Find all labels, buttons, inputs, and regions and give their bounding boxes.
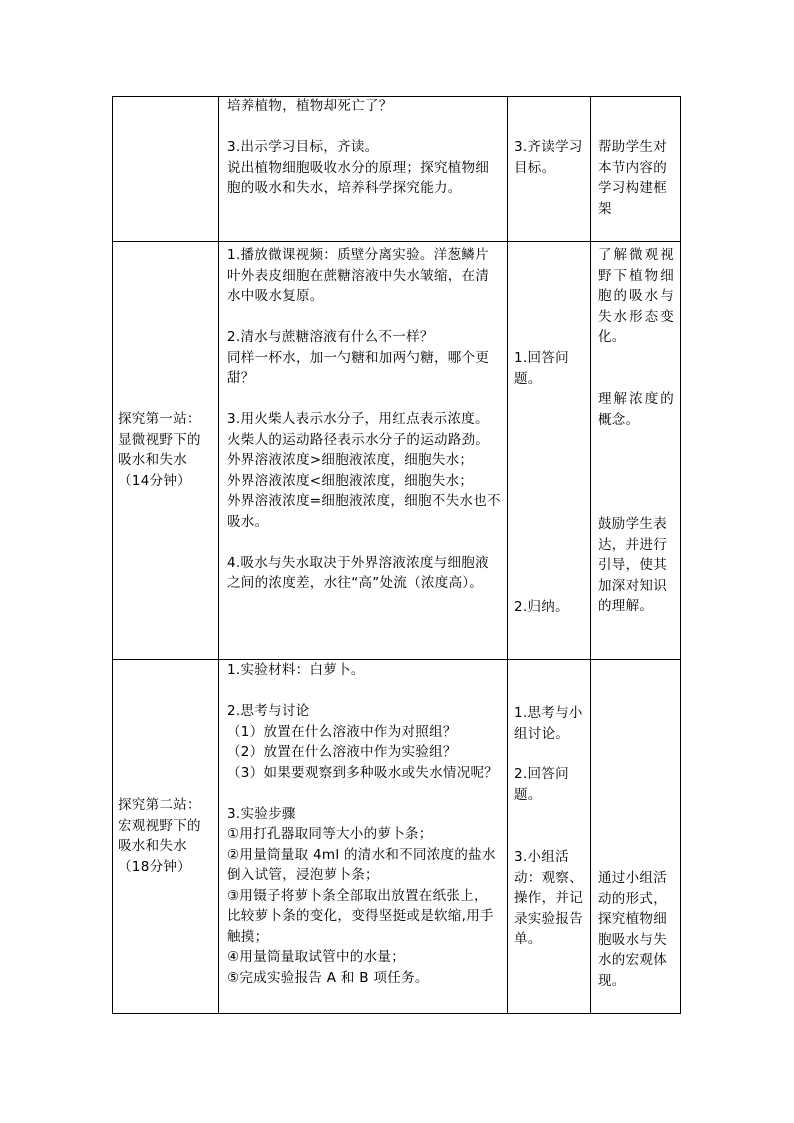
row1-activity-text: 3.出示学习目标，齐读。: [227, 139, 379, 155]
row2-activity-text: 4.吸水与失水取决于外界溶液浓度与细胞液之间的浓度差，水往“高”处流（浓度高）。: [227, 554, 489, 591]
row3-student-text: 1.思考与小组讨论。: [514, 705, 583, 742]
row2-intent-text: 了解微观视野下植物细胞的吸水与失水形态变化。: [598, 247, 674, 345]
row3-activity-text: 2.思考与讨论: [227, 703, 310, 719]
row3-activity-text: （3）如果要观察到多种吸水或失水情况呢？: [227, 764, 499, 781]
row3-activity-text: （1）放置在什么溶液中作为对照组？: [227, 723, 457, 740]
row3-activity-text: ②用量筒量取 4ml 的清水和不同浓度的盐水倒入试管，浸泡萝卜条；: [227, 846, 496, 883]
row3-activities-cell: [227, 660, 501, 988]
table-border-bottom: [112, 1013, 681, 1014]
row3-activity-text: ④用量筒量取试管中的水量；: [227, 949, 406, 965]
row1-activity-text: 培养植物，植物却死亡了？: [227, 98, 393, 114]
row3-activity-text: 1.实验材料：白萝卜。: [227, 662, 365, 678]
row3-activity-text: （2）放置在什么溶液中作为实验组？: [227, 744, 457, 760]
row2-intent-text: 鼓励学生表达，并进行引导，使其加深对知识的理解。: [598, 516, 667, 614]
row2-activity-text: 外界溶液浓度=细胞液浓度，细胞不失水也不吸水。: [227, 493, 501, 530]
row2-intent-text: 理解浓度的概念。: [598, 391, 674, 428]
row2-activity-text: 外界溶液浓度<细胞液浓度，细胞失水；: [227, 472, 474, 489]
row3-student-cell-3: [514, 847, 584, 950]
row2-student-text: 2.归纳。: [514, 599, 569, 615]
row3-activity-text: ③用镊子将萝卜条全部取出放置在纸张上，比较萝卜条的变化，变得坚挺或是软缩,用手触摸；: [227, 887, 494, 945]
row2-student-cell-2: [514, 597, 584, 618]
column-divider-3: [590, 96, 591, 1014]
row2-activities-cell: [227, 245, 501, 594]
row1-intent-cell: [598, 137, 670, 219]
column-divider-1: [218, 96, 219, 1014]
row3-stage-cell: [118, 660, 214, 1012]
column-divider-2: [507, 96, 508, 1014]
table-border-right: [680, 96, 681, 1014]
row1-activities-cell: [227, 96, 501, 199]
row3-student-cell-2: [514, 764, 584, 805]
row2-activity-text: 1.播放微课视频：质壁分离实验。洋葱鳞片叶外表皮细胞在蔗糖溶液中失水皱缩，在清水中吸水复原。: [227, 247, 490, 304]
row3-activity-text: 3.实验步骤: [227, 805, 296, 822]
row3-stage-text: 探究第二站：宏观视野下的吸水和失水（18分钟）: [118, 797, 201, 875]
row1-activity-text: 说出植物细胞吸收水分的原理；探究植物细胞的吸水和失水，培养科学探究能力。: [227, 159, 490, 196]
row2-intent-cell-2: [598, 389, 674, 430]
row1-student-text: 3.齐读学习目标。: [514, 139, 583, 176]
row2-activity-text: 同样一杯水，加一勺糖和加两勺糖，哪个更甜？: [227, 349, 490, 386]
row3-activity-text: ⑤完成实验报告 A 和 B 项任务。: [227, 969, 429, 986]
row2-intent-cell-1: [598, 245, 674, 348]
row1-intent-text: 帮助学生对本节内容的学习构建框架: [598, 139, 667, 217]
row2-activity-text: 2.清水与蔗糖溶液有什么不一样？: [227, 329, 434, 345]
row3-intent-cell: [598, 868, 670, 991]
row2-intent-cell-3: [598, 514, 670, 617]
row3-activity-text: ①用打孔器取同等大小的萝卜条；: [227, 826, 433, 842]
table-border-left: [112, 96, 113, 1014]
row1-student-cell: [514, 137, 584, 178]
row3-student-text: 3.小组活动：观察、操作，并记录实验报告单。: [514, 849, 583, 947]
row3-student-cell-1: [514, 703, 588, 744]
row3-intent-text: 通过小组活动的形式，探究植物细胞吸水与失水的宏观体现。: [598, 870, 667, 989]
row2-stage-cell: [118, 242, 214, 658]
row2-activity-text: 3.用火柴人表示水分子，用红点表示浓度。火柴人的运动路径表示水分子的运动路劲。: [227, 411, 490, 448]
row2-student-text: 1.回答问题。: [514, 350, 569, 387]
row3-student-text: 2.回答问题。: [514, 766, 569, 803]
row2-activity-text: 外界溶液浓度>细胞液浓度，细胞失水；: [227, 452, 474, 468]
row2-student-cell-1: [514, 348, 584, 389]
row2-stage-text: 探究第一站：显微视野下的吸水和失水（14分钟）: [118, 411, 201, 489]
